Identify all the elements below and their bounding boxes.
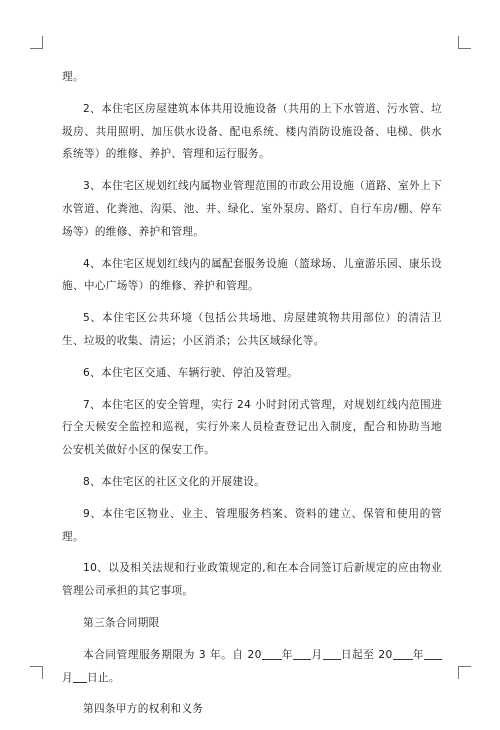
item-7: 7、本住宅区的安全管理，实行 24 小时封闭式管理，对规划红线内范围进行全天候安全监控和巡视，实行外来人员检查登记出入制度，配合和协助当地公安机关做好小区的保安工作。 xyxy=(62,398,442,457)
document-body xyxy=(62,66,442,730)
end-year-blank xyxy=(393,647,413,660)
article-4-heading: 第四条甲方的权利和义务 xyxy=(83,703,204,716)
item-6: 6、本住宅区交通、车辆行驶、停泊及管理。 xyxy=(83,366,299,379)
start-year-blank xyxy=(262,647,282,660)
item-2: 2、本住宅区房屋建筑本体共用设施设备（共用的上下水管道、污水管、垃圾房、共用照明、加压供水设备、配电系统、楼内消防设施设备、电梯、供水系统等）的维修、养护、管理和运行服务。 xyxy=(62,102,442,161)
term-day-end-label: 日止。 xyxy=(86,671,120,684)
contract-term-paragraph xyxy=(62,644,442,690)
item-10: 10、以及相关法规和行业政策规定的,和在本合同签订后新规定的应由物业管理公司承担的其它事项。 xyxy=(62,562,442,598)
crop-mark-bottom-right xyxy=(458,666,471,679)
continuation-line: 理。 xyxy=(62,71,84,83)
item-8: 8、本住宅区的社区文化的开展建设。 xyxy=(83,475,266,488)
end-month-blank xyxy=(424,647,442,660)
end-day-blank xyxy=(73,670,87,683)
term-text-start: 本合同管理服务期限为 3 年。自 20 xyxy=(83,648,262,661)
item-9: 9、本住宅区物业、业主、管理服务档案、资料的建立、保管和使用的管理。 xyxy=(62,507,442,543)
item-3: 3、本住宅区规划红线内属物业管理范围的市政公用设施（道路、室外上下水管道、化粪池、沟渠、池、井、绿化、室外泵房、路灯、自行车房/棚、停车场等）的维修、养护和管理。 xyxy=(62,180,442,238)
crop-mark-top-right xyxy=(458,36,471,49)
term-day-to-label: 日起至 20 xyxy=(340,648,393,661)
start-month-blank xyxy=(293,647,311,660)
term-month-label-2: 月 xyxy=(62,671,73,684)
crop-mark-top-left xyxy=(30,36,43,49)
term-year-label-2: 年 xyxy=(412,648,425,661)
item-5: 5、本住宅区公共环境（包括公共场地、房屋建筑物共用部位）的清洁卫生、垃圾的收集、清运；小区消杀；公共区域绿化等。 xyxy=(62,312,442,347)
article-3-heading: 第三条合同期限 xyxy=(83,616,160,629)
term-month-label: 月 xyxy=(311,648,323,661)
crop-mark-bottom-left xyxy=(30,666,43,679)
start-day-blank xyxy=(323,647,341,660)
item-4: 4、本住宅区规划红线内的属配套服务设施（篮球场、儿童游乐园、康乐设施、中心广场等）的维修、养护和管理。 xyxy=(62,257,442,293)
term-year-label: 年 xyxy=(281,648,294,661)
